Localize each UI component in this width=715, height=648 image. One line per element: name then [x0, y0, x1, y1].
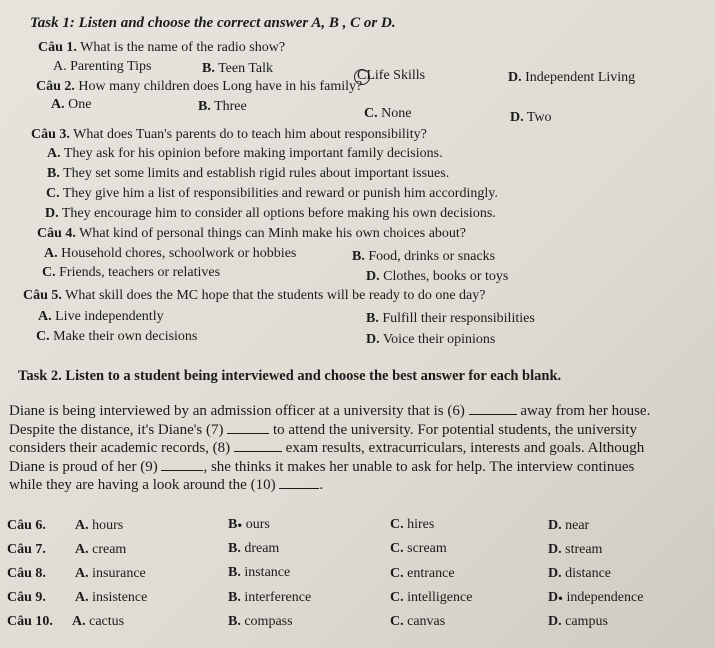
- q6-option-c[interactable]: C. hires: [390, 517, 435, 532]
- question-text: What does Tuan's parents do to teach him about responsibility?: [73, 127, 427, 142]
- pen-dot-mark: ●: [237, 520, 243, 530]
- question-4: [37, 226, 466, 242]
- question-6-number: Câu 6.: [7, 518, 46, 533]
- passage-line-1: Diane is being interviewed by an admission officer at a university that is (6) away from her house.: [9, 403, 651, 419]
- q2-option-d[interactable]: D. Two: [510, 110, 552, 125]
- q4-option-b[interactable]: B. Food, drinks or snacks: [352, 249, 496, 264]
- q5-option-b[interactable]: B. Fulfill their responsibilities: [366, 311, 535, 326]
- q8-option-a[interactable]: A. insurance: [75, 566, 146, 581]
- q3-option-d[interactable]: D. They encourage him to consider all options before making his own decisions.: [45, 206, 496, 221]
- q6-option-d[interactable]: D. near: [548, 518, 590, 533]
- q6-option-b[interactable]: B● ours: [228, 517, 270, 532]
- q7-option-d[interactable]: D. stream: [548, 542, 603, 557]
- question-8-number: Câu 8.: [7, 566, 46, 581]
- question-text: What kind of personal things can Minh make his own choices about?: [79, 226, 467, 241]
- blank-6[interactable]: [469, 414, 517, 415]
- q8-option-b[interactable]: B. instance: [228, 565, 291, 580]
- q1-option-c[interactable]: CLife Skills: [357, 68, 425, 84]
- passage-line-3: considers their academic records, (8) exam results, extracurriculars, interests and goals. Although: [9, 440, 645, 456]
- q6-option-a[interactable]: A. hours: [75, 518, 124, 533]
- q9-option-a[interactable]: A. insistence: [75, 590, 148, 605]
- blank-8[interactable]: [234, 451, 282, 452]
- question-10-number: Câu 10.: [7, 614, 53, 629]
- question-number: Câu 1.: [38, 40, 77, 55]
- q4-option-d[interactable]: D. Clothes, books or toys: [366, 269, 509, 284]
- task1-title: Task 1: Listen and choose the correct answer A, B , C or D.: [30, 15, 396, 31]
- q7-option-a[interactable]: A. cream: [75, 542, 127, 557]
- passage-line-2: Despite the distance, it's Diane's (7) to attend the university. For potential students, the university: [9, 422, 637, 438]
- blank-10[interactable]: [279, 488, 319, 489]
- q9-option-d[interactable]: D● independence: [548, 590, 644, 605]
- q2-option-c[interactable]: C. None: [364, 106, 412, 121]
- q3-option-b[interactable]: B. They set some limits and establish rigid rules about important issues.: [47, 166, 450, 181]
- q5-option-a[interactable]: A. Live independently: [38, 309, 164, 324]
- question-text: How many children does Long have in his family?: [78, 79, 363, 94]
- q4-option-a[interactable]: A. Household chores, schoolwork or hobbies: [44, 246, 297, 261]
- question-5: [23, 288, 485, 304]
- q8-option-c[interactable]: C. entrance: [390, 566, 455, 581]
- q5-option-d[interactable]: D. Voice their opinions: [366, 332, 496, 347]
- task2-title: Task 2. Listen to a student being interviewed and choose the best answer for each blank.: [18, 368, 562, 384]
- q3-option-a[interactable]: A. They ask for his opinion before making important family decisions.: [47, 146, 443, 161]
- q1-option-b[interactable]: B. Teen Talk: [202, 61, 274, 76]
- q10-option-d[interactable]: D. campus: [548, 614, 608, 629]
- passage-line-5: while they are having a look around the (10) .: [9, 477, 324, 493]
- q9-option-b[interactable]: B. interference: [228, 590, 312, 605]
- q7-option-c[interactable]: C. scream: [390, 541, 447, 556]
- blank-7[interactable]: [227, 433, 269, 434]
- question-number: Câu 3.: [31, 127, 70, 142]
- q4-option-c[interactable]: C. Friends, teachers or relatives: [42, 265, 221, 280]
- pen-dot-mark: ●: [558, 593, 563, 603]
- blank-9[interactable]: [161, 470, 203, 471]
- q10-option-b[interactable]: B. compass: [228, 614, 293, 629]
- question-2: [36, 79, 362, 95]
- question-number: Câu 4.: [37, 226, 76, 241]
- q5-option-c[interactable]: C. Make their own decisions: [36, 329, 198, 344]
- q1-option-a[interactable]: A. Parenting Tips: [53, 59, 152, 74]
- q9-option-c[interactable]: C. intelligence: [390, 590, 473, 605]
- passage-line-4: Diane is proud of her (9) , she thinks it makes her unable to ask for help. The interview continues: [9, 459, 635, 475]
- question-3: [31, 127, 427, 143]
- q10-option-a[interactable]: A. cactus: [72, 614, 125, 629]
- question-9-number: Câu 9.: [7, 590, 46, 605]
- question-number: Câu 2.: [36, 79, 75, 94]
- q3-option-c[interactable]: C. They give him a list of responsibilities and reward or punish him accordingly.: [46, 186, 498, 201]
- question-number: Câu 5.: [23, 288, 62, 303]
- q2-option-a[interactable]: A. One: [51, 97, 92, 112]
- q10-option-c[interactable]: C. canvas: [390, 614, 446, 629]
- q1-option-d[interactable]: D. Independent Living: [508, 70, 636, 85]
- question-text: What skill does the MC hope that the students will be ready to do one day?: [65, 288, 486, 303]
- q7-option-b[interactable]: B. dream: [228, 541, 280, 556]
- q2-option-b[interactable]: B. Three: [198, 99, 247, 114]
- question-text: What is the name of the radio show?: [80, 40, 286, 55]
- question-1: [38, 40, 285, 56]
- q8-option-d[interactable]: D. distance: [548, 566, 611, 581]
- question-7-number: Câu 7.: [7, 542, 46, 557]
